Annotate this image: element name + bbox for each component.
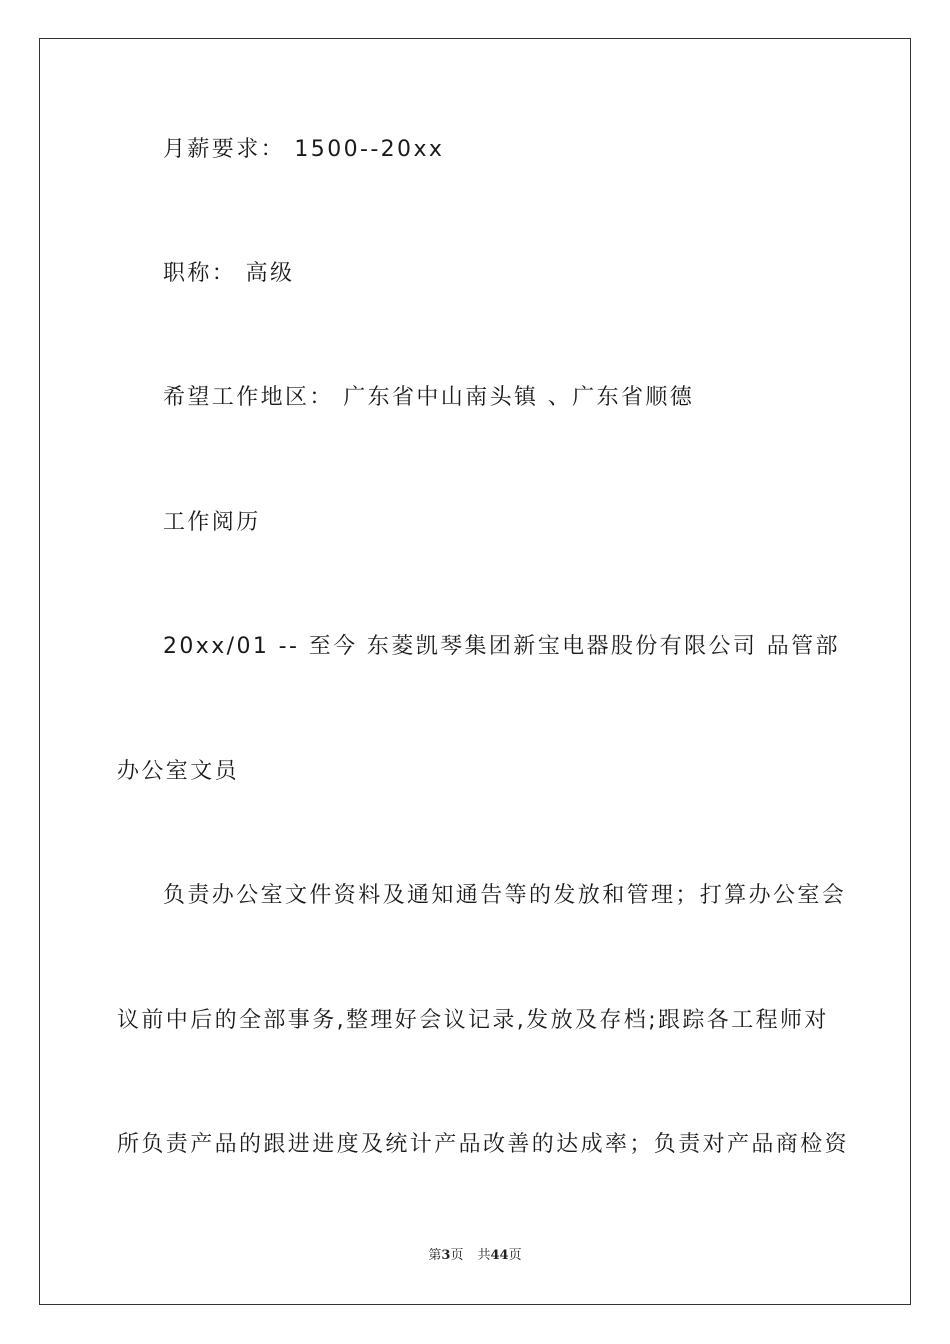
desired-location-line: 希望工作地区： 广东省中山南头镇 、广东省顺德 [163,385,695,410]
work-experience-heading: 工作阅历 [163,510,261,535]
page-footer [0,1247,950,1265]
footer-page-suffix: 页 [450,1248,464,1263]
experience-position-line: 办公室文员 [117,759,240,784]
footer-total-prefix: 共 [477,1248,491,1263]
experience-entry-line: 20xx/01 -- 至今 东菱凯琴集团新宝电器股份有限公司 品管部 [163,634,840,659]
duty-paragraph-line-2: 议前中后的全部事务,整理好会议记录,发放及存档;跟踪各工程师对 [117,1008,829,1033]
footer-page-prefix: 第 [428,1248,442,1263]
salary-requirement-line: 月薪要求： 1500--20xx [163,137,445,162]
duty-paragraph-line-3: 所负责产品的跟进进度及统计产品改善的达成率；负责对产品商检资 [117,1132,850,1157]
duty-paragraph-line-1: 负责办公室文件资料及通知通告等的发放和管理；打算办公室会 [163,883,847,908]
footer-page-number: 3 [441,1248,451,1263]
title-line: 职称： 高级 [163,261,295,286]
footer-total-suffix: 页 [508,1248,522,1263]
page-border [39,38,911,1305]
footer-total-pages: 44 [490,1248,509,1263]
